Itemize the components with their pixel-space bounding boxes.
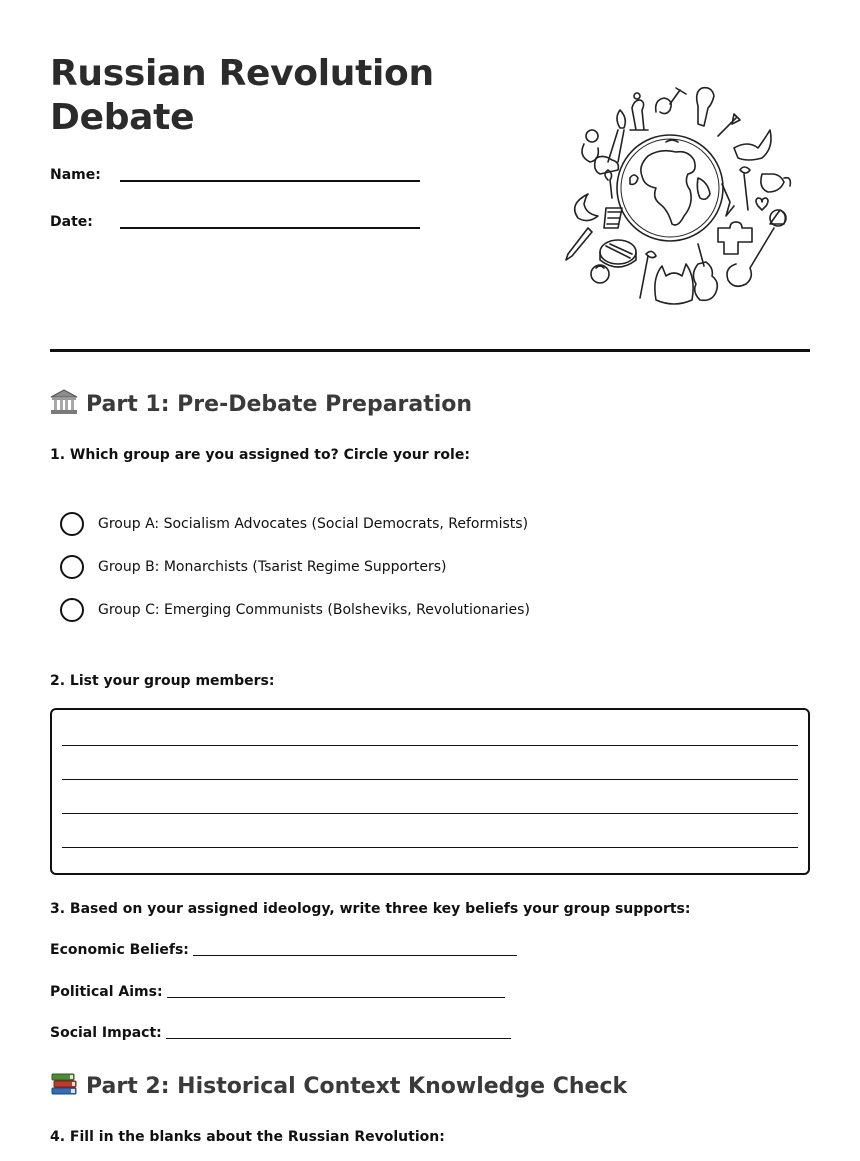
books-icon — [50, 1071, 78, 1097]
role-option-label: Group B: Monarchists (Tsarist Regime Supporters) — [98, 559, 447, 575]
political-aims-label: Political Aims: — [50, 984, 163, 1000]
member-line-2[interactable] — [62, 779, 798, 780]
economic-beliefs-label: Economic Beliefs: — [50, 942, 189, 958]
member-line-1[interactable] — [62, 745, 798, 746]
economic-beliefs-row — [50, 940, 517, 962]
member-line-3[interactable] — [62, 813, 798, 814]
name-label: Name: — [50, 167, 101, 183]
political-aims-row — [50, 982, 505, 1004]
group-members-box[interactable] — [50, 708, 810, 875]
role-option-group-b[interactable] — [60, 555, 760, 581]
question-1: 1. Which group are you assigned to? Circle your role: — [50, 447, 470, 463]
globe-with-cultural-symbols-icon — [548, 78, 792, 308]
question-3: 3. Based on your assigned ideology, write three key beliefs your group supports: — [50, 901, 691, 917]
part1-heading-text: Part 1: Pre-Debate Preparation — [86, 392, 473, 417]
member-line-4[interactable] — [62, 847, 798, 848]
part2-heading-text: Part 2: Historical Context Knowledge Check — [86, 1074, 628, 1099]
social-impact-label: Social Impact: — [50, 1025, 162, 1041]
worksheet-page — [50, 0, 810, 1161]
classical-building-icon — [50, 389, 78, 415]
name-field-row — [50, 165, 470, 189]
role-option-label: Group C: Emerging Communists (Bolsheviks, Revolutionaries) — [98, 602, 530, 618]
worksheet-title — [50, 52, 470, 140]
role-option-group-a[interactable] — [60, 512, 760, 538]
role-radio-a[interactable] — [60, 512, 84, 536]
title-line-2: Debate — [50, 97, 195, 138]
title-line-1: Russian Revolution — [50, 53, 434, 94]
role-option-group-c[interactable] — [60, 598, 760, 624]
part2-heading — [50, 1071, 627, 1102]
social-impact-row — [50, 1023, 511, 1045]
social-impact-blank[interactable] — [166, 1038, 511, 1039]
name-input[interactable] — [120, 180, 420, 182]
question-2: 2. List your group members: — [50, 673, 275, 689]
economic-beliefs-blank[interactable] — [193, 955, 517, 956]
role-option-label: Group A: Socialism Advocates (Social Democrats, Reformists) — [98, 516, 529, 532]
role-radio-c[interactable] — [60, 598, 84, 622]
question-4: 4. Fill in the blanks about the Russian Revolution: — [50, 1129, 445, 1145]
header-divider — [50, 349, 810, 352]
date-input[interactable] — [120, 227, 420, 229]
date-label: Date: — [50, 214, 93, 230]
role-radio-b[interactable] — [60, 555, 84, 579]
date-field-row — [50, 212, 470, 236]
political-aims-blank[interactable] — [167, 997, 505, 998]
part1-heading — [50, 389, 472, 420]
